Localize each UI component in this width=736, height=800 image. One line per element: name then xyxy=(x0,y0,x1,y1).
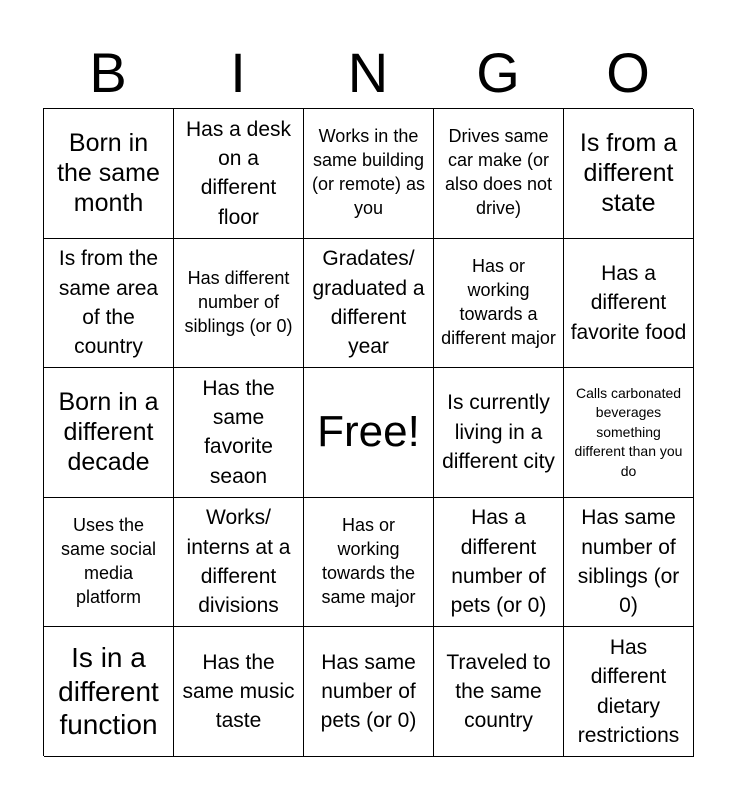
bingo-cell[interactable]: Has a different favorite food xyxy=(564,239,694,369)
bingo-cell[interactable]: Has or working towards the same major xyxy=(304,498,434,628)
bingo-cell[interactable]: Is from a different state xyxy=(564,109,694,239)
bingo-cell[interactable]: Is currently living in a different city xyxy=(434,368,564,498)
bingo-cell[interactable]: Traveled to the same country xyxy=(434,627,564,757)
bingo-cell[interactable]: Drives same car make (or also does not drive) xyxy=(434,109,564,239)
bingo-cell[interactable]: Calls carbonated beverages something different than you do xyxy=(564,368,694,498)
header-letter-g: G xyxy=(476,41,520,104)
free-cell[interactable]: Free! xyxy=(304,368,434,498)
header-letter-n: N xyxy=(347,41,389,104)
bingo-cell[interactable]: Works/ interns at a different divisions xyxy=(174,498,304,628)
bingo-cell[interactable]: Has different dietary restrictions xyxy=(564,627,694,757)
bingo-cell[interactable]: Is in a different function xyxy=(44,627,174,757)
bingo-board xyxy=(43,108,693,756)
bingo-cell[interactable]: Uses the same social media platform xyxy=(44,498,174,628)
bingo-cell[interactable]: Has same number of pets (or 0) xyxy=(304,627,434,757)
bingo-cell[interactable]: Has a desk on a different floor xyxy=(174,109,304,239)
bingo-cell[interactable]: Has the same music taste xyxy=(174,627,304,757)
bingo-cell[interactable]: Is from the same area of the country xyxy=(44,239,174,369)
bingo-cell[interactable]: Born in a different decade xyxy=(44,368,174,498)
bingo-cell[interactable]: Has different number of siblings (or 0) xyxy=(174,239,304,369)
bingo-cell[interactable]: Has a different number of pets (or 0) xyxy=(434,498,564,628)
bingo-cell[interactable]: Born in the same month xyxy=(44,109,174,239)
bingo-cell[interactable]: Has or working towards a different major xyxy=(434,239,564,369)
bingo-cell[interactable]: Gradates/ graduated a different year xyxy=(304,239,434,369)
bingo-cell[interactable]: Works in the same building (or remote) as you xyxy=(304,109,434,239)
bingo-cell[interactable]: Has the same favorite seaon xyxy=(174,368,304,498)
header-letter-i: I xyxy=(230,41,246,104)
bingo-cell[interactable]: Has same number of siblings (or 0) xyxy=(564,498,694,628)
bingo-header xyxy=(43,40,693,106)
header-letter-o: O xyxy=(606,41,650,104)
header-letter-b: B xyxy=(89,41,127,104)
